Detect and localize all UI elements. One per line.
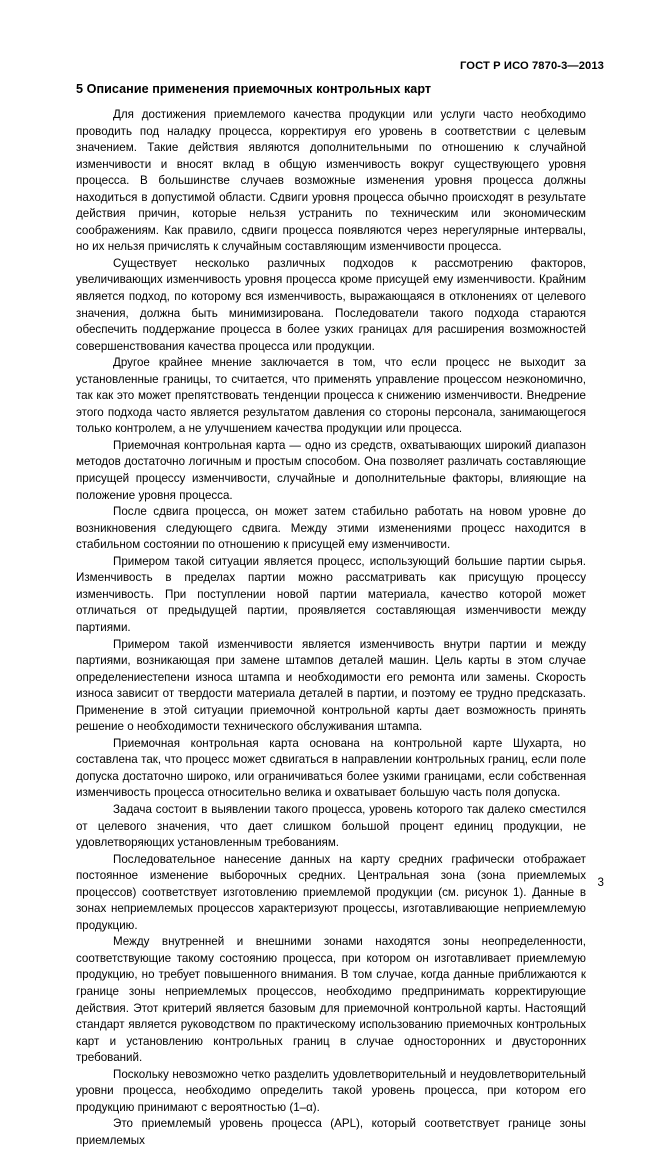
body-paragraph: Другое крайнее мнение заключается в том, что если процесс не выходит за установленные границы, то считается, что применять управление процессом неэкономично, так как это может препятствовать тенденции процесса к снижению изменчивости. Внедрение этого подхода часто является результатом давления со стороны персонала, занимающегося только контролем, а не улучшением качества продукции или процесса.: [76, 356, 586, 436]
body-paragraph: Задача состоит в выявлении такого процесса, уровень которого так далеко сместился от целевого значения, что дает слишком большой процент единиц продукции, не удовлетворяющих установленным требованиям.: [76, 802, 586, 850]
body-paragraph: Для достижения приемлемого качества продукции или услуги часто необходимо проводить под наладку процесса, корректируя его уровень в соответствии с целевым значением. Такие действия являются дополнительными по отношению к случайной изменчивости и вносят вклад в общую изменчивость вокруг существующего уровня процесса. В большинстве случаев возможные изменения уровня процесса должны находиться в допустимой области. Сдвиги уровня процесса обычно происходят в результате действия причин, которые нельзя устранить по техническим или экономическим соображениям. Как правило, сдвиги процесса появляются через нерегулярные интервалы, но их нельзя причислять к случайным составляющим изменчивости процесса.: [76, 108, 586, 254]
body-paragraph: Приемочная контрольная карта — одно из средств, охватывающих широкий диапазон методов достаточно логичным и простым способом. Она позволяет различать составляющие присущей процессу изменчивости, случайные и дополнительные факторы, влияющие на положение уровня процесса.: [76, 438, 586, 502]
body-paragraph: Это приемлемый уровень процесса (APL), который соответствует границе зоны приемлемых: [76, 1117, 586, 1147]
body-paragraph: Примером такой ситуации является процесс, использующий большие партии сырья. Изменчивость в пределах партии можно рассматривать как присущую процессу изменчивость. При поступлении новой партии материала, качество которой может отличаться от предыдущей партии, проявляется составляющая изменчивости между партиями.: [76, 554, 586, 634]
page-content: [76, 82, 586, 1149]
page-number: 3: [597, 876, 604, 889]
body-paragraph: Примером такой изменчивости является изменчивость внутри партии и между партиями, возникающая при замене штампов деталей машин. Цель карты в этом случае определениестепени износа штампа и необходимости его ремонта или замены. Скорость износа зависит от твердости материала деталей в партии, и поэтому ее трудно предсказать. Применение в этой ситуации приемочной контрольной карты дает возможность принять решение о необходимости технического обслуживания штампа.: [76, 637, 586, 734]
page-title: 5 Описание применения приемочных контрольных карт: [76, 82, 432, 96]
body-paragraph: После сдвига процесса, он может затем стабильно работать на новом уровне до возникновения следующего сдвига. Между этими изменениями процесс находится в стабильном состоянии по отношению к присущей ему изменчивости.: [76, 505, 586, 552]
running-head: ГОСТ Р ИСО 7870-3—2013: [460, 60, 604, 72]
body-paragraph: Существует несколько различных подходов к рассмотрению факторов, увеличивающих изменчивость уровня процесса кроме присущей ему изменчивости. Крайним является подход, по которому вся изменчивость, выражающаяся в отклонениях от целевого значения, должна быть минимизирована. Последователи такого подхода стараются обеспечить поддержание процесса в более узких границах для расширения возможностей совершенствования качества процесса или продукции.: [76, 256, 586, 353]
body-paragraph: Поскольку невозможно четко разделить удовлетворительный и неудовлетворительный уровни процесса, необходимо определить такой уровень процесса, при котором его продукцию принимают с вероятностью (1–α).: [76, 1067, 586, 1114]
body-text-container: [76, 107, 586, 1149]
body-paragraph: Приемочная контрольная карта основана на контрольной карте Шухарта, но составлена так, что процесс может сдвигаться в направлении контрольных границ, если поле допуска достаточно широко, или ограничиваться более узкими границами, если собственная изменчивость процесса относительно велика и охватывает большую часть поля допуска.: [76, 736, 586, 800]
body-paragraph: Между внутренней и внешними зонами находятся зоны неопределенности, соответствующие такому состоянию процесса, при котором он изготавливает приемлемую продукцию, но требует повышенного внимания. В том случае, когда данные приближаются к границе зоны неприемлемых процессов, необходимо предпринимать корректирующие действия. Этот критерий является базовым для приемочной контрольной карты. Настоящий стандарт является руководством по практическому использованию приемочных контрольных карт и установлению контрольных границ в случае односторонних и двусторонних требований.: [76, 935, 586, 1065]
body-paragraph: Последовательное нанесение данных на карту средних графически отображает постоянное изменение выборочных средних. Центральная зона (зона приемлемых процессов) соответствует изготовлению приемлемой продукции (см. рисунок 1). Данные в зонах неприемлемых процессов характеризуют процессы, изготавливающие неприемлемую продукцию.: [76, 852, 586, 932]
